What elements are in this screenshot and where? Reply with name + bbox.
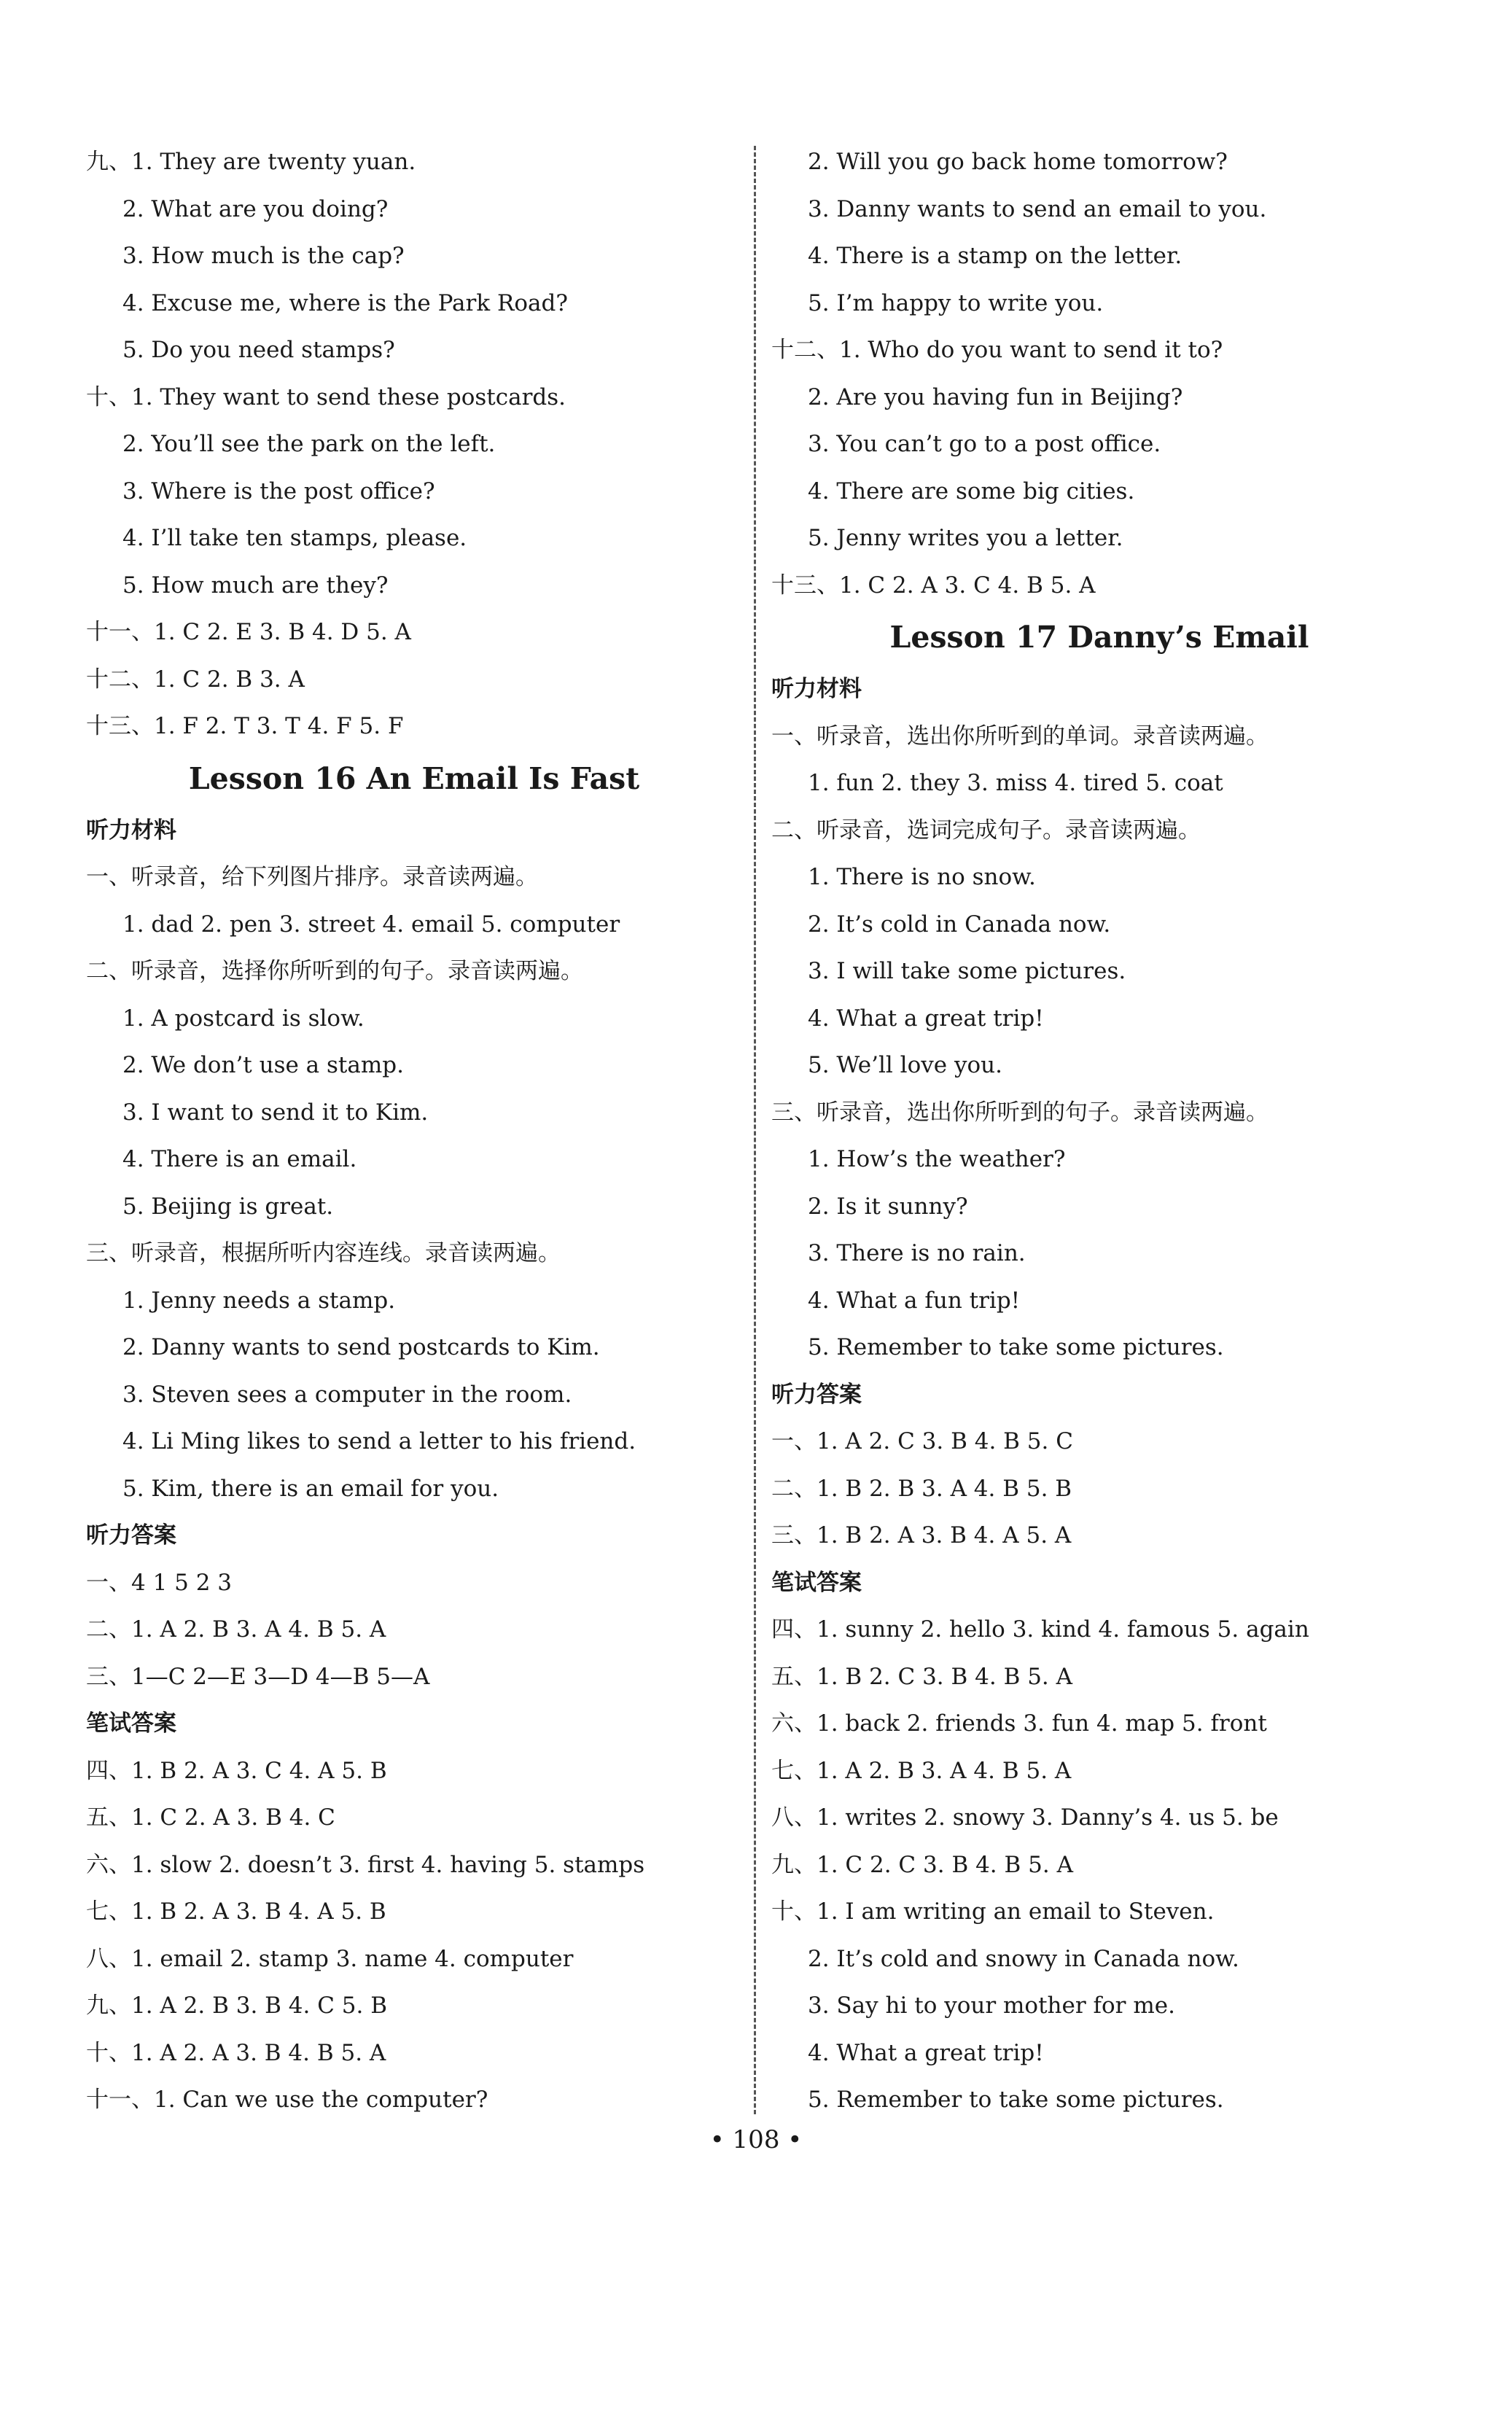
answer-line: 4. There are some big cities. bbox=[808, 478, 1135, 505]
section-heading: 笔试答案 bbox=[771, 1569, 862, 1596]
answer-line: 3. I want to send it to Kim. bbox=[122, 1099, 429, 1126]
answer-line: 3. You can’t go to a post office. bbox=[808, 431, 1161, 457]
answer-line: 2. It’s cold in Canada now. bbox=[808, 911, 1111, 938]
answer-line: 一、听录音，给下列图片排序。录音读两遍。 bbox=[86, 864, 538, 890]
answer-line: 2. You’ll see the park on the left. bbox=[122, 431, 496, 457]
answer-line: 1. fun 2. they 3. miss 4. tired 5. coat bbox=[808, 770, 1223, 796]
answer-line: 二、听录音，选词完成句子。录音读两遍。 bbox=[771, 817, 1201, 844]
answer-line: 2. Danny wants to send postcards to Kim. bbox=[122, 1334, 600, 1360]
left-column bbox=[86, 139, 742, 2124]
column-divider bbox=[754, 146, 756, 2114]
answer-line: 三、1—C 2—E 3—D 4—B 5—A bbox=[86, 1663, 430, 1690]
page-number: • 108 • bbox=[709, 2125, 803, 2154]
answer-line: 三、听录音，选出你所听到的句子。录音读两遍。 bbox=[771, 1099, 1269, 1126]
answer-line: 3. Where is the post office? bbox=[122, 478, 435, 505]
answer-line: 5. Kim, there is an email for you. bbox=[122, 1475, 499, 1502]
answer-line: 七、1. A 2. B 3. A 4. B 5. A bbox=[771, 1757, 1072, 1784]
section-heading: 听力答案 bbox=[771, 1381, 862, 1408]
section-heading: 听力材料 bbox=[771, 676, 862, 702]
answer-line: 八、1. email 2. stamp 3. name 4. computer bbox=[86, 1945, 574, 1972]
answer-line: 二、1. A 2. B 3. A 4. B 5. A bbox=[86, 1616, 386, 1643]
answer-line: 2. Is it sunny? bbox=[808, 1193, 968, 1220]
answer-line: 5. Remember to take some pictures. bbox=[808, 2087, 1224, 2113]
answer-line: 十二、1. C 2. B 3. A bbox=[86, 666, 305, 693]
answer-line: 2. We don’t use a stamp. bbox=[122, 1052, 404, 1078]
lesson-title: Lesson 17 Danny’s Email bbox=[889, 620, 1309, 655]
section-heading: 笔试答案 bbox=[86, 1710, 176, 1737]
answer-line: 3. Say hi to your mother for me. bbox=[808, 1993, 1175, 2019]
answer-line: 4. I’ll take ten stamps, please. bbox=[122, 525, 467, 551]
answer-line: 5. Do you need stamps? bbox=[122, 337, 395, 363]
answer-line: 四、1. sunny 2. hello 3. kind 4. famous 5. again bbox=[771, 1616, 1309, 1643]
answer-line: 3. I will take some pictures. bbox=[808, 958, 1126, 984]
answer-line: 七、1. B 2. A 3. B 4. A 5. B bbox=[86, 1898, 386, 1925]
answer-line: 十一、1. C 2. E 3. B 4. D 5. A bbox=[86, 619, 411, 645]
answer-line: 4. There is a stamp on the letter. bbox=[808, 243, 1182, 269]
answer-line: 十三、1. C 2. A 3. C 4. B 5. A bbox=[771, 572, 1096, 599]
answer-line: 4. Excuse me, where is the Park Road? bbox=[122, 289, 568, 316]
answer-line: 4. What a great trip! bbox=[808, 1005, 1044, 1032]
answer-line: 十、1. A 2. A 3. B 4. B 5. A bbox=[86, 2039, 386, 2066]
answer-line: 二、听录音，选择你所听到的句子。录音读两遍。 bbox=[86, 958, 583, 984]
answer-line: 5. Jenny writes you a letter. bbox=[808, 525, 1123, 551]
answer-line: 1. Jenny needs a stamp. bbox=[122, 1287, 396, 1314]
answer-line: 4. What a great trip! bbox=[808, 2039, 1044, 2066]
answer-line: 六、1. slow 2. doesn’t 3. first 4. having 5. stamps bbox=[86, 1851, 645, 1878]
answer-line: 2. What are you doing? bbox=[122, 195, 389, 222]
answer-line: 一、4 1 5 2 3 bbox=[86, 1569, 233, 1596]
answer-line: 九、1. C 2. C 3. B 4. B 5. A bbox=[771, 1851, 1073, 1878]
answer-line: 4. What a fun trip! bbox=[808, 1287, 1021, 1314]
answer-line: 十、1. They want to send these postcards. bbox=[86, 383, 566, 410]
answer-line: 2. Will you go back home tomorrow? bbox=[808, 149, 1228, 175]
answer-line: 2. Are you having fun in Beijing? bbox=[808, 383, 1183, 410]
answer-line: 3. Danny wants to send an email to you. bbox=[808, 195, 1267, 222]
answer-line: 5. How much are they? bbox=[122, 572, 389, 599]
answer-line: 4. There is an email. bbox=[122, 1146, 357, 1172]
answer-line: 四、1. B 2. A 3. C 4. A 5. B bbox=[86, 1757, 387, 1784]
answer-line: 5. We’ll love you. bbox=[808, 1052, 1002, 1078]
answer-line: 五、1. C 2. A 3. B 4. C bbox=[86, 1804, 335, 1831]
answer-line: 二、1. B 2. B 3. A 4. B 5. B bbox=[771, 1475, 1072, 1502]
section-heading: 听力答案 bbox=[86, 1522, 176, 1549]
answer-line: 4. Li Ming likes to send a letter to his friend. bbox=[122, 1428, 636, 1454]
answer-line: 3. How much is the cap? bbox=[122, 243, 405, 269]
answer-line: 九、1. They are twenty yuan. bbox=[86, 149, 416, 175]
answer-line: 六、1. back 2. friends 3. fun 4. map 5. front bbox=[771, 1710, 1267, 1737]
answer-line: 十三、1. F 2. T 3. T 4. F 5. F bbox=[86, 713, 404, 739]
answer-line: 5. I’m happy to write you. bbox=[808, 289, 1104, 316]
lesson-title: Lesson 16 An Email Is Fast bbox=[188, 760, 640, 796]
answer-line: 十、1. I am writing an email to Steven. bbox=[771, 1898, 1215, 1925]
answer-line: 十二、1. Who do you want to send it to? bbox=[771, 337, 1223, 363]
answer-line: 1. There is no snow. bbox=[808, 864, 1036, 890]
answer-line: 1. dad 2. pen 3. street 4. email 5. computer bbox=[122, 911, 620, 938]
answer-line: 1. A postcard is slow. bbox=[122, 1005, 365, 1032]
answer-line: 八、1. writes 2. snowy 3. Danny’s 4. us 5. be bbox=[771, 1804, 1279, 1831]
answer-line: 十一、1. Can we use the computer? bbox=[86, 2087, 488, 2113]
answer-line: 5. Beijing is great. bbox=[122, 1193, 334, 1220]
answer-line: 三、1. B 2. A 3. B 4. A 5. A bbox=[771, 1522, 1072, 1549]
section-heading: 听力材料 bbox=[86, 817, 176, 844]
answer-line: 1. How’s the weather? bbox=[808, 1146, 1066, 1172]
answer-line: 3. There is no rain. bbox=[808, 1240, 1026, 1266]
answer-line: 一、听录音，选出你所听到的单词。录音读两遍。 bbox=[771, 722, 1269, 749]
answer-line: 2. It’s cold and snowy in Canada now. bbox=[808, 1945, 1239, 1972]
answer-line: 3. Steven sees a computer in the room. bbox=[122, 1381, 572, 1408]
answer-line: 5. Remember to take some pictures. bbox=[808, 1334, 1224, 1360]
answer-line: 九、1. A 2. B 3. B 4. C 5. B bbox=[86, 1993, 388, 2019]
answer-line: 三、听录音，根据所听内容连线。录音读两遍。 bbox=[86, 1240, 561, 1266]
right-column bbox=[771, 139, 1427, 2124]
answer-line: 一、1. A 2. C 3. B 4. B 5. C bbox=[771, 1428, 1073, 1454]
answer-line: 五、1. B 2. C 3. B 4. B 5. A bbox=[771, 1663, 1073, 1690]
